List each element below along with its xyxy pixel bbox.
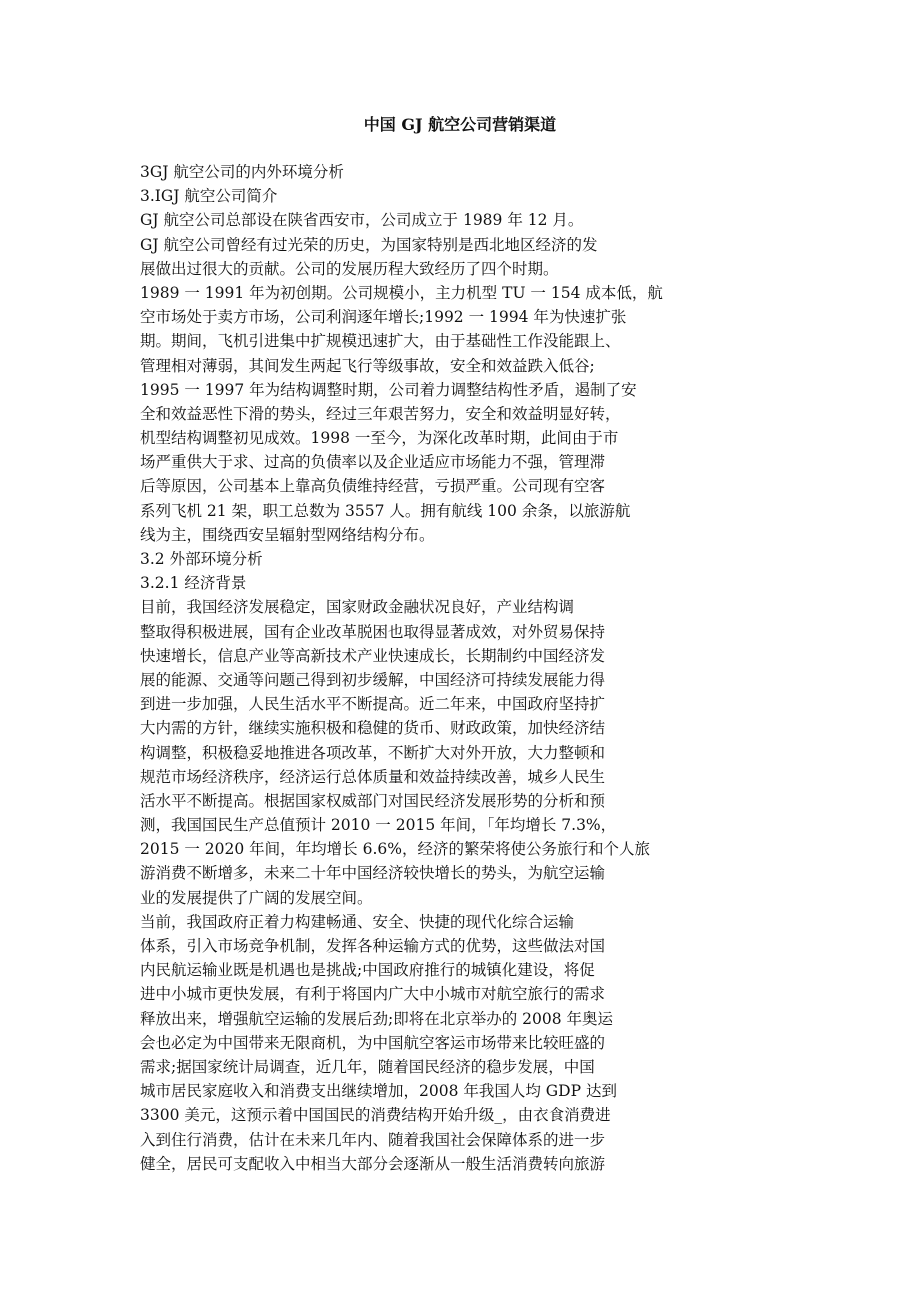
text-line: 全和效益恶性下滑的势头，经过三年艰苦努力，安全和效益明显好转，	[140, 404, 621, 423]
text-line: 快速增长，信息产业等高新技术产业快速成长，长期制约中国经济发	[140, 646, 606, 665]
text-line: 3.2 外部环境分析	[140, 550, 263, 568]
text-line: 健全，居民可支配收入中相当大部分会逐渐从一般生活消费转向旅游	[140, 1154, 606, 1173]
text-line: 3.2.1 经济背景	[140, 574, 247, 593]
text-line: 当前，我国政府正着力构建畅通、安全、快捷的现代化综合运输	[140, 912, 575, 931]
text-line: 体系，引入市场竞争机制，发挥各种运输方式的优势，这些做法对国	[140, 937, 606, 955]
text-line: 2015 一 2020 年间，年均增长 6.6%，经济的繁荣将使公务旅行和个人旅	[140, 840, 650, 859]
text-line: 系列飞机 21 架，职工总数为 3557 人。拥有航线 100 余条，以旅游航	[140, 501, 631, 520]
text-line: GJ 航空公司总部设在陕省西安市，公司成立于 1989 年 12 月。	[140, 211, 584, 230]
text-line: 目前，我国经济发展稳定，国家财政金融状况良好，产业结构调	[140, 598, 575, 617]
text-line: 城市居民家庭收入和消费支出继续增加，2008 年我国人均 GDP 达到	[140, 1082, 617, 1101]
text-line: 大内需的方针，继续实施积极和稳健的货币、财政政策，加快经济结	[140, 719, 606, 738]
text-line: 展做出过很大的贡献。公司的发展历程大致经历了四个时期。	[140, 259, 559, 278]
text-line: 空市场处于卖方市场，公司利润逐年增长;1992 一 1994 年为快速扩张	[140, 308, 627, 327]
text-line: 管理相对薄弱，其间发生两起飞行等级事故，安全和效益跌入低谷;	[140, 356, 595, 375]
text-line: 内民航运输业既是机遇也是挑战;中国政府推行的城镇化建设，将促	[140, 961, 595, 980]
text-line: 机型结构调整初见成效。1998 一至今，为深化改革时期，此间由于市	[140, 429, 619, 448]
text-line: 业的发展提供了广阔的发展空间。	[140, 888, 373, 907]
text-line: 需求;据国家统计局调查，近几年，随着国民经济的稳步发展，中国	[140, 1057, 595, 1076]
text-line: 场严重供大于求、过高的负债率以及企业适应市场能力不强，管理滞	[140, 453, 606, 472]
text-line: 展的能源、交通等问题己得到初步缓解，中国经济可持续发展能力得	[140, 670, 606, 689]
text-line: 3GJ 航空公司的内外环境分析	[140, 163, 344, 181]
text-line: 会也必定为中国带来无限商机，为中国航空客运市场带来比较旺盛的	[140, 1033, 606, 1052]
text-line: 构调整，积极稳妥地推进各项改革，不断扩大对外开放，大力整顿和	[140, 743, 606, 762]
document-body	[140, 160, 680, 1176]
text-line: 1995 一 1997 年为结构调整时期，公司着力调整结构性矛盾，遏制了安	[140, 380, 637, 399]
text-line: 1989 一 1991 年为初创期。公司规模小，主力机型 TU 一 154 成本低，航	[140, 283, 663, 302]
text-line: 期。期间，飞机引进集中扩规模迅速扩大，由于基础性工作没能跟上、	[140, 332, 621, 351]
text-line: 释放出来，增强航空运输的发展后劲;即将在北京举办的 2008 年奥运	[140, 1009, 614, 1028]
text-line: 3.IGJ 航空公司简介	[140, 187, 278, 206]
text-line: 后等原因，公司基本上靠高负债维持经营，亏损严重。公司现有空客	[140, 477, 606, 496]
text-line: 游消费不断增多，未来二十年中国经济较快增长的势头，为航空运输	[140, 864, 606, 883]
text-line: 入到住行消费，估计在未来几年内、随着我国社会保障体系的进一步	[140, 1130, 606, 1149]
text-line: 线为主，围绕西安呈辐射型网络结构分布。	[140, 525, 435, 544]
document-title: 中国 GJ 航空公司营销渠道	[363, 115, 557, 134]
text-line: 规范市场经济秩序，经济运行总体质量和效益持续改善，城乡人民生	[140, 767, 606, 786]
text-line: 3300 美元，这预示着中国国民的消费结构开始升级_，由衣食消费进	[140, 1106, 611, 1125]
text-line: GJ 航空公司曾经有过光荣的历史，为国家特别是西北地区经济的发	[140, 235, 598, 254]
text-line: 整取得积极进展，国有企业改革脱困也取得显著成效，对外贸易保持	[140, 622, 606, 641]
text-line: 进中小城市更快发展，有利于将国内广大中小城市对航空旅行的需求	[140, 985, 606, 1004]
text-line: 测，我国国民生产总值预计 2010 一 2015 年间，「年均增长 7.3%，	[140, 816, 617, 835]
text-line: 到进一步加强，人民生活水平不断提高。近二年来，中国政府坚持扩	[140, 695, 606, 714]
text-line: 活水平不断提高。根据国家权威部门对国民经济发展形势的分析和预	[140, 791, 606, 810]
